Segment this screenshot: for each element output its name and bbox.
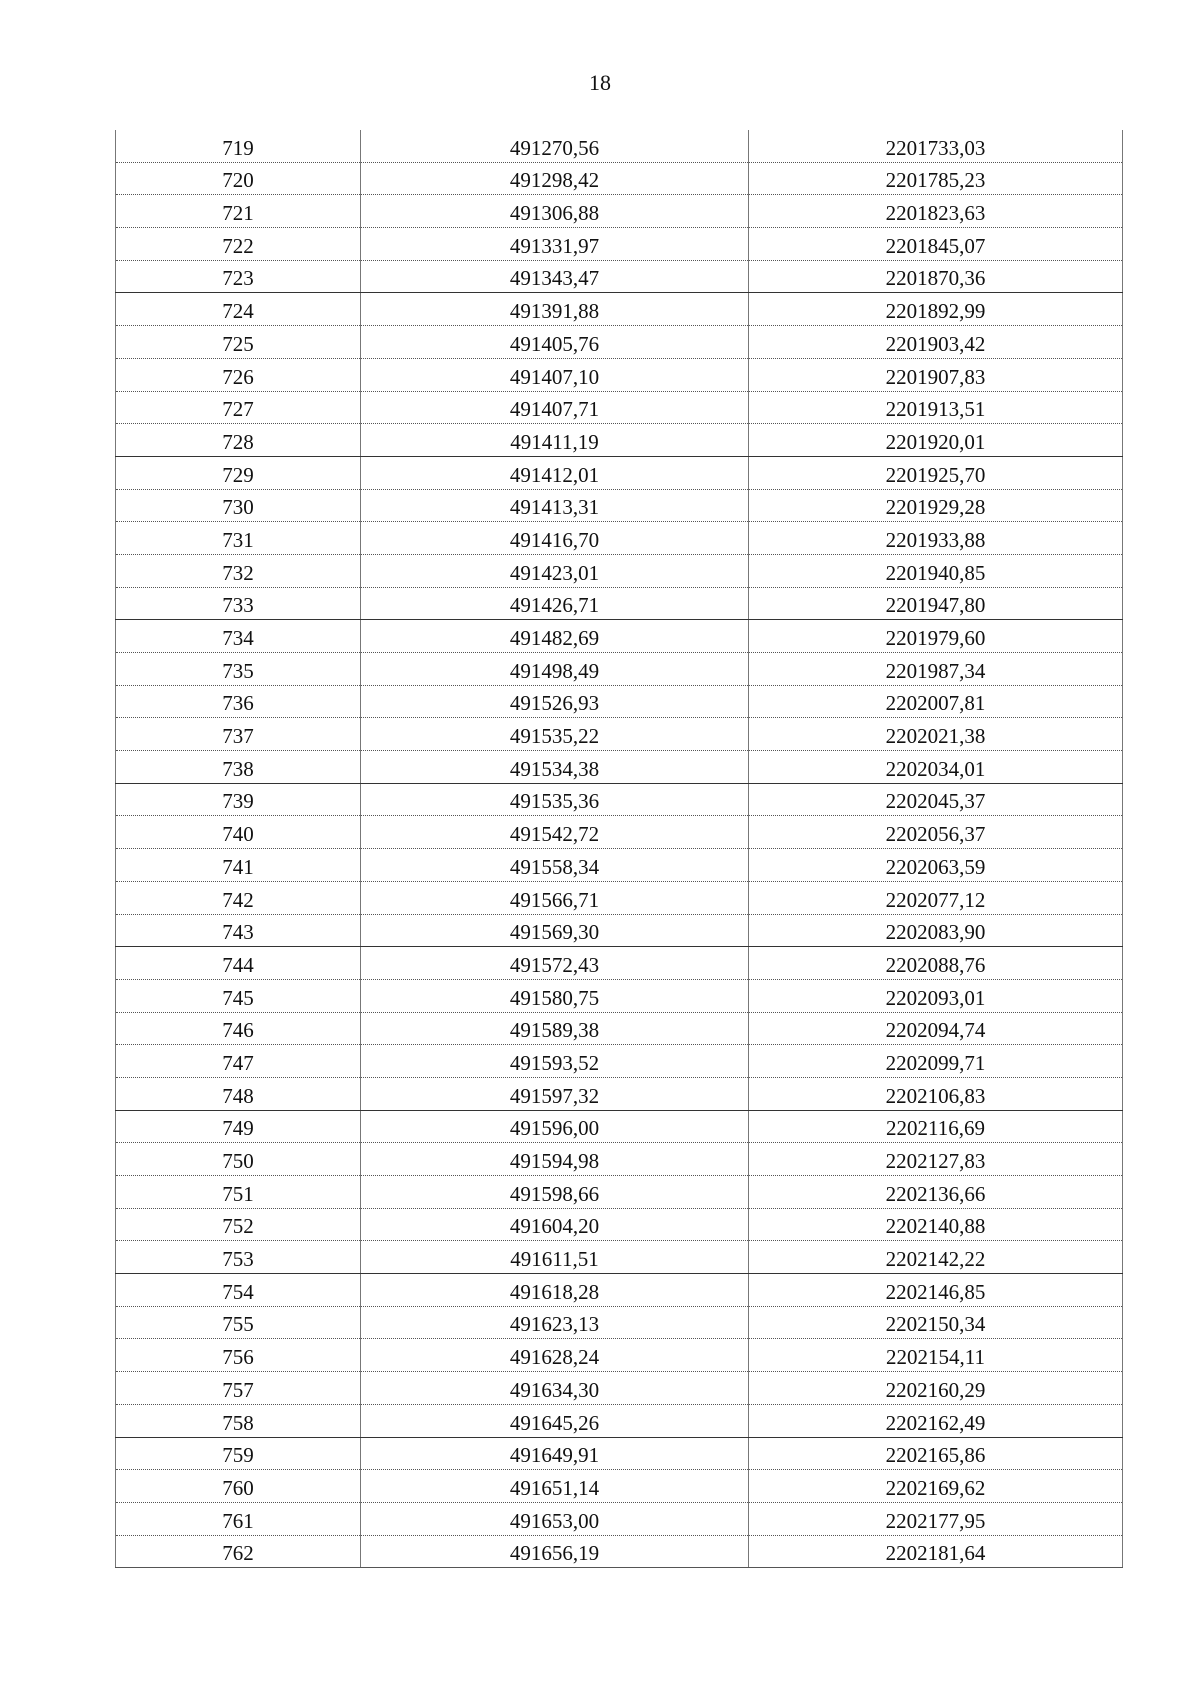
table-row: [116, 1176, 1123, 1209]
table-row: [116, 816, 1123, 849]
y-coordinate-cell: 2202093,01: [749, 979, 1123, 1012]
x-coordinate-cell: 491413,31: [361, 489, 749, 522]
table-row: [116, 1208, 1123, 1241]
point-number-cell: 720: [116, 162, 361, 195]
table-row: [116, 1077, 1123, 1110]
y-coordinate-cell: 2201925,70: [749, 456, 1123, 489]
point-number-cell: 738: [116, 751, 361, 784]
y-coordinate-cell: 2202094,74: [749, 1012, 1123, 1045]
x-coordinate-cell: 491596,00: [361, 1110, 749, 1143]
table-row: [116, 424, 1123, 457]
y-coordinate-cell: 2201913,51: [749, 391, 1123, 424]
point-number-cell: 754: [116, 1274, 361, 1307]
point-number-cell: 746: [116, 1012, 361, 1045]
point-number-cell: 756: [116, 1339, 361, 1372]
y-coordinate-cell: 2201870,36: [749, 260, 1123, 293]
x-coordinate-cell: 491343,47: [361, 260, 749, 293]
x-coordinate-cell: 491405,76: [361, 326, 749, 359]
point-number-cell: 724: [116, 293, 361, 326]
point-number-cell: 747: [116, 1045, 361, 1078]
point-number-cell: 760: [116, 1470, 361, 1503]
table-row: [116, 326, 1123, 359]
table-row: [116, 260, 1123, 293]
y-coordinate-cell: 2202136,66: [749, 1176, 1123, 1209]
point-number-cell: 721: [116, 195, 361, 228]
point-number-cell: 727: [116, 391, 361, 424]
x-coordinate-cell: 491653,00: [361, 1502, 749, 1535]
table-row: [116, 489, 1123, 522]
x-coordinate-cell: 491558,34: [361, 849, 749, 882]
point-number-cell: 755: [116, 1306, 361, 1339]
point-number-cell: 758: [116, 1404, 361, 1437]
x-coordinate-cell: 491569,30: [361, 914, 749, 947]
point-number-cell: 736: [116, 685, 361, 718]
table-row: [116, 1535, 1123, 1568]
point-number-cell: 762: [116, 1535, 361, 1568]
point-number-cell: 757: [116, 1372, 361, 1405]
x-coordinate-cell: 491618,28: [361, 1274, 749, 1307]
table-row: [116, 849, 1123, 882]
y-coordinate-cell: 2202045,37: [749, 783, 1123, 816]
table-row: [116, 979, 1123, 1012]
x-coordinate-cell: 491482,69: [361, 620, 749, 653]
x-coordinate-cell: 491656,19: [361, 1535, 749, 1568]
table-row: [116, 881, 1123, 914]
y-coordinate-cell: 2202099,71: [749, 1045, 1123, 1078]
y-coordinate-cell: 2201823,63: [749, 195, 1123, 228]
y-coordinate-cell: 2201785,23: [749, 162, 1123, 195]
y-coordinate-cell: 2202169,62: [749, 1470, 1123, 1503]
x-coordinate-cell: 491594,98: [361, 1143, 749, 1176]
y-coordinate-cell: 2202177,95: [749, 1502, 1123, 1535]
point-number-cell: 759: [116, 1437, 361, 1470]
table-row: [116, 1274, 1123, 1307]
table-row: [116, 456, 1123, 489]
y-coordinate-cell: 2201987,34: [749, 653, 1123, 686]
x-coordinate-cell: 491407,10: [361, 358, 749, 391]
table-row: [116, 587, 1123, 620]
table-row: [116, 1110, 1123, 1143]
y-coordinate-cell: 2202106,83: [749, 1077, 1123, 1110]
y-coordinate-cell: 2201933,88: [749, 522, 1123, 555]
table-row: [116, 718, 1123, 751]
table-row: [116, 914, 1123, 947]
x-coordinate-cell: 491611,51: [361, 1241, 749, 1274]
table-row: [116, 162, 1123, 195]
y-coordinate-cell: 2202083,90: [749, 914, 1123, 947]
table-row: [116, 522, 1123, 555]
point-number-cell: 733: [116, 587, 361, 620]
point-number-cell: 732: [116, 554, 361, 587]
point-number-cell: 752: [116, 1208, 361, 1241]
x-coordinate-cell: 491542,72: [361, 816, 749, 849]
point-number-cell: 742: [116, 881, 361, 914]
y-coordinate-cell: 2201929,28: [749, 489, 1123, 522]
point-number-cell: 719: [116, 130, 361, 162]
x-coordinate-cell: 491306,88: [361, 195, 749, 228]
y-coordinate-cell: 2202088,76: [749, 947, 1123, 980]
point-number-cell: 728: [116, 424, 361, 457]
x-coordinate-cell: 491572,43: [361, 947, 749, 980]
point-number-cell: 725: [116, 326, 361, 359]
point-number-cell: 722: [116, 228, 361, 261]
table-row: [116, 620, 1123, 653]
point-number-cell: 744: [116, 947, 361, 980]
coordinates-table-body: [116, 130, 1123, 1568]
y-coordinate-cell: 2202077,12: [749, 881, 1123, 914]
point-number-cell: 731: [116, 522, 361, 555]
x-coordinate-cell: 491593,52: [361, 1045, 749, 1078]
x-coordinate-cell: 491498,49: [361, 653, 749, 686]
y-coordinate-cell: 2202150,34: [749, 1306, 1123, 1339]
point-number-cell: 761: [116, 1502, 361, 1535]
y-coordinate-cell: 2202160,29: [749, 1372, 1123, 1405]
x-coordinate-cell: 491597,32: [361, 1077, 749, 1110]
y-coordinate-cell: 2202140,88: [749, 1208, 1123, 1241]
y-coordinate-cell: 2202127,83: [749, 1143, 1123, 1176]
point-number-cell: 741: [116, 849, 361, 882]
table-row: [116, 554, 1123, 587]
y-coordinate-cell: 2201907,83: [749, 358, 1123, 391]
x-coordinate-cell: 491628,24: [361, 1339, 749, 1372]
y-coordinate-cell: 2202162,49: [749, 1404, 1123, 1437]
x-coordinate-cell: 491623,13: [361, 1306, 749, 1339]
point-number-cell: 751: [116, 1176, 361, 1209]
point-number-cell: 750: [116, 1143, 361, 1176]
x-coordinate-cell: 491566,71: [361, 881, 749, 914]
coordinates-table: [115, 130, 1123, 1568]
point-number-cell: 730: [116, 489, 361, 522]
x-coordinate-cell: 491580,75: [361, 979, 749, 1012]
point-number-cell: 726: [116, 358, 361, 391]
y-coordinate-cell: 2202116,69: [749, 1110, 1123, 1143]
point-number-cell: 749: [116, 1110, 361, 1143]
x-coordinate-cell: 491534,38: [361, 751, 749, 784]
table-row: [116, 358, 1123, 391]
table-row: [116, 195, 1123, 228]
y-coordinate-cell: 2201903,42: [749, 326, 1123, 359]
y-coordinate-cell: 2201920,01: [749, 424, 1123, 457]
y-coordinate-cell: 2202063,59: [749, 849, 1123, 882]
x-coordinate-cell: 491411,19: [361, 424, 749, 457]
x-coordinate-cell: 491331,97: [361, 228, 749, 261]
y-coordinate-cell: 2202021,38: [749, 718, 1123, 751]
x-coordinate-cell: 491270,56: [361, 130, 749, 162]
table-row: [116, 653, 1123, 686]
point-number-cell: 745: [116, 979, 361, 1012]
x-coordinate-cell: 491412,01: [361, 456, 749, 489]
table-row: [116, 1339, 1123, 1372]
table-row: [116, 1470, 1123, 1503]
y-coordinate-cell: 2202154,11: [749, 1339, 1123, 1372]
y-coordinate-cell: 2201979,60: [749, 620, 1123, 653]
table-row: [116, 1012, 1123, 1045]
y-coordinate-cell: 2202034,01: [749, 751, 1123, 784]
table-row: [116, 1502, 1123, 1535]
y-coordinate-cell: 2202142,22: [749, 1241, 1123, 1274]
table-row: [116, 228, 1123, 261]
table-row: [116, 1143, 1123, 1176]
x-coordinate-cell: 491298,42: [361, 162, 749, 195]
x-coordinate-cell: 491649,91: [361, 1437, 749, 1470]
y-coordinate-cell: 2202181,64: [749, 1535, 1123, 1568]
x-coordinate-cell: 491535,22: [361, 718, 749, 751]
page-number: 18: [589, 70, 611, 95]
point-number-cell: 743: [116, 914, 361, 947]
point-number-cell: 734: [116, 620, 361, 653]
x-coordinate-cell: 491634,30: [361, 1372, 749, 1405]
table-row: [116, 685, 1123, 718]
x-coordinate-cell: 491407,71: [361, 391, 749, 424]
y-coordinate-cell: 2201733,03: [749, 130, 1123, 162]
table-row: [116, 1404, 1123, 1437]
table-row: [116, 293, 1123, 326]
point-number-cell: 735: [116, 653, 361, 686]
table-row: [116, 1045, 1123, 1078]
y-coordinate-cell: 2202146,85: [749, 1274, 1123, 1307]
table-row: [116, 947, 1123, 980]
point-number-cell: 737: [116, 718, 361, 751]
table-row: [116, 751, 1123, 784]
point-number-cell: 748: [116, 1077, 361, 1110]
y-coordinate-cell: 2201845,07: [749, 228, 1123, 261]
x-coordinate-cell: 491589,38: [361, 1012, 749, 1045]
table-row: [116, 783, 1123, 816]
table-row: [116, 391, 1123, 424]
table-row: [116, 1241, 1123, 1274]
x-coordinate-cell: 491598,66: [361, 1176, 749, 1209]
table-row: [116, 1372, 1123, 1405]
x-coordinate-cell: 491526,93: [361, 685, 749, 718]
point-number-cell: 729: [116, 456, 361, 489]
point-number-cell: 723: [116, 260, 361, 293]
y-coordinate-cell: 2201947,80: [749, 587, 1123, 620]
y-coordinate-cell: 2202007,81: [749, 685, 1123, 718]
x-coordinate-cell: 491391,88: [361, 293, 749, 326]
x-coordinate-cell: 491416,70: [361, 522, 749, 555]
point-number-cell: 739: [116, 783, 361, 816]
y-coordinate-cell: 2202056,37: [749, 816, 1123, 849]
point-number-cell: 740: [116, 816, 361, 849]
x-coordinate-cell: 491604,20: [361, 1208, 749, 1241]
x-coordinate-cell: 491651,14: [361, 1470, 749, 1503]
table-row: [116, 130, 1123, 162]
x-coordinate-cell: 491426,71: [361, 587, 749, 620]
table-row: [116, 1306, 1123, 1339]
x-coordinate-cell: 491535,36: [361, 783, 749, 816]
x-coordinate-cell: 491645,26: [361, 1404, 749, 1437]
table-row: [116, 1437, 1123, 1470]
y-coordinate-cell: 2202165,86: [749, 1437, 1123, 1470]
y-coordinate-cell: 2201892,99: [749, 293, 1123, 326]
point-number-cell: 753: [116, 1241, 361, 1274]
y-coordinate-cell: 2201940,85: [749, 554, 1123, 587]
x-coordinate-cell: 491423,01: [361, 554, 749, 587]
